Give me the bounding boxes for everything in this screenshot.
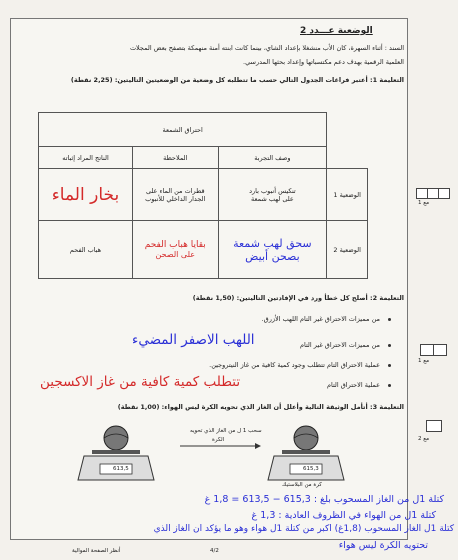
statement-4: عملية الاحتراق التام [326, 381, 380, 389]
statement-2-handwritten: اللهب الاصفر المضيء [132, 332, 255, 348]
header-result: الناتج المراد إثباته [39, 147, 133, 169]
row1-result-handwritten: بخار الماء [51, 184, 120, 205]
row2-result: هباب الفحم [39, 221, 133, 279]
right-scale-reading: 615,3 [303, 466, 319, 472]
bullet-2 [388, 344, 391, 347]
instruction-1: التعليمة 1: أعتبر فراغات الجدول التالي حسب ما تتطلبه كل وضعية من الوضعيتين التاليتين: (2,25 نقطة) [70, 76, 404, 84]
row1-observation-b: الجدار الداخلي للأنبوب [145, 194, 206, 203]
next-page-note: أنظر الصفحة الموالية [72, 548, 121, 554]
row1-observation-a: قطرات من الماء على [145, 186, 205, 195]
row2-observation-handwritten-b: على الصحن [155, 250, 195, 259]
plastic-ball-label: كرة من البلاستيك [282, 482, 322, 488]
row2-observation [133, 221, 219, 279]
margin-label-1: مع 1 [418, 200, 430, 206]
row1-result [39, 169, 133, 221]
statement-2: من مميزات الاحتراق غير التام [299, 341, 380, 349]
answer-line-1: كتلة 1ل من الغاز المسحوب بلغ : 615,3 − 613,5 = 1,8 غ [204, 494, 444, 505]
support-line-2: العلمية الرقمية بهدف دعم مكتسباتها وإعداد بحثها المدرسي. [243, 58, 404, 66]
grade-box [420, 344, 434, 356]
support-line-1: السند : أثناء السهرة، كان الأب منشغلا بإعداد الشاي، بينما كانت ابنته أمنة منهمكة بتصفح بعض المجلات [129, 44, 404, 52]
margin-label-2: مع 1 [418, 358, 430, 364]
grade-box [433, 344, 447, 356]
instruction-3: التعليمة 3: أتأمل الوثيقة التالية وأعلل أن الغاز الذي تحويه الكرة ليس الهواء: (1,00 نقطة) [117, 403, 404, 411]
figure-caption-a: سحب 1 ل من الغاز الذي تحويه [190, 428, 262, 434]
row2-label: الوضعية 2 [327, 221, 368, 279]
row1-label: الوضعية 1 [327, 169, 368, 221]
row1-experiment-b: على لهب شمعة [251, 194, 294, 203]
row1-experiment-a: تنكيس أنبوب بارد [249, 186, 296, 195]
bullet-3 [388, 364, 391, 367]
statement-3: عملية الاحتراق التام تتطلب وجود كمية كافية من غاز النيتروجين. [209, 361, 380, 369]
bullet-4 [388, 384, 391, 387]
grade-box [426, 420, 442, 432]
combustion-table [38, 112, 368, 279]
bullet-1 [388, 318, 391, 321]
page-number: 4/2 [210, 548, 219, 554]
margin-label-3: مع 2 [418, 436, 430, 442]
header-experiment: وصف التجربة [218, 147, 327, 169]
situation-title: الوضعية عـــدد 2 [300, 26, 373, 36]
row2-experiment-handwritten-a: سحق لهب شمعة [233, 236, 312, 250]
answer-line-3: كتلة 1ل الغاز المسحوب (1,8غ) اكبر من كتلة 1ل هواء وهو ما يؤكد ان الغاز الذي [153, 524, 454, 534]
row2-experiment [218, 221, 327, 279]
figure-caption-b: الكرة [212, 437, 225, 443]
instruction-2: التعليمة 2: أصلح كل خطأ ورد في الإفادتين التاليتين: (1,50 نقطة) [192, 294, 404, 302]
row1-observation [133, 169, 219, 221]
header-observation: الملاحظة [133, 147, 219, 169]
answer-line-2: كتلة 1ل من الهواء في الظروف العادية : 1,3 غ [251, 510, 436, 521]
table-title: احتراق الشمعة [39, 113, 327, 147]
statement-1: من مميزات الاحتراق غير التام اللهب الأزرق. [261, 315, 380, 323]
row1-experiment [218, 169, 327, 221]
statement-4-handwritten: تتطلب كمية كافية من غاز الاكسجين [40, 374, 241, 390]
answer-line-4: تحتويه الكرة ليس هواء [338, 540, 428, 551]
grade-box [438, 188, 450, 199]
grading-margin [408, 18, 454, 538]
row2-observation-handwritten-a: بقايا هباب الفحم [144, 240, 206, 250]
left-scale-reading: 613,5 [113, 466, 129, 472]
row2-experiment-handwritten-b: بصحن أبيض [245, 249, 300, 263]
